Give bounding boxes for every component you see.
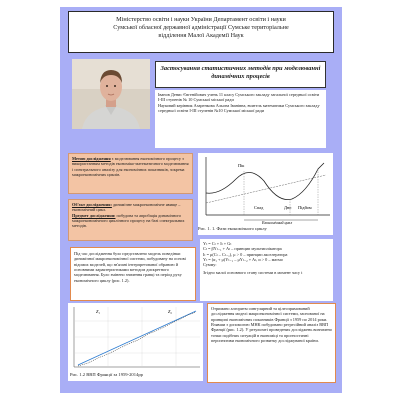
economic-cycle-diagram <box>198 153 333 225</box>
formula-line-5: Сумму: <box>203 262 217 268</box>
label-recession: Спад <box>254 205 264 210</box>
legend-z2: Z₂ <box>168 309 172 314</box>
object-block <box>68 199 193 241</box>
poster <box>60 7 342 393</box>
formula-line-2: Cₜ = βYₜ₋₁ + Aₜ – принцип мультиплікатора <box>203 246 282 252</box>
object-text: динамічне макроекономічне явище – економічний цикл. <box>72 202 181 213</box>
header-line-2: Сумської обласної державної адміністрації Сумське територіальне <box>113 23 289 31</box>
goal-text: є моделювання економічного процесу з використанням методів економіко-математичного моделювання і спектрального аналізу для економічних показників, зокрема макроекономічних циклів. <box>72 156 189 178</box>
figure-gdp-france <box>68 303 203 381</box>
fig1-caption: Рис. 1. 1. Фази економічного циклу <box>198 226 267 231</box>
header-line-1: Міністерство освіти і науки України Департамент освіти і науки <box>116 16 286 23</box>
cycle-axis-label: Економічний цикл <box>262 220 293 225</box>
formula-note: Згідно малої основного стану системи в момент часу t <box>203 269 303 275</box>
poster-header <box>68 11 334 53</box>
figure-economic-cycle <box>198 153 333 235</box>
goal-block <box>68 153 193 194</box>
formula-block <box>200 239 333 301</box>
subject-text: побудова та апробація динамічного макроекономічного циклічного процесу на базі спектральних методів. <box>72 212 185 229</box>
advisor-info: Науковий керівник Азаренкова Альона Іванівна, вчитель математики Сумського закладу середньої освіти І-ІІІ ступенів №10 Сумської міської ради <box>158 102 320 114</box>
method-block: Під час дослідження було представлено модель поведінки динамічної макроекономічної системи, побудовану на основі відомих моделей, що зв'язані інтерпретованої обраною й основними характеристиками методом дискретного моделювання. Було змінено значення гравці та період руху економічного циклу (рис. 1.2). <box>70 247 196 301</box>
header-line-3: відділення Малої Академії Наук <box>158 31 244 39</box>
formula-line-4: Yₜ = (α₁ + μ)Yₜ₋₁ – μYₜ₋₂ + Aₜ, α > 0 – маємо <box>203 257 283 263</box>
label-peak: Пік <box>238 163 245 168</box>
label-trough: Дно <box>284 205 292 210</box>
object-label: Об'єкт дослідження: <box>72 202 112 207</box>
gdp-chart <box>68 303 203 371</box>
author-photo <box>72 59 150 129</box>
fig2-caption: Рис. 1.2 ВВП Франції за 1959-2014рр <box>70 372 143 377</box>
conclusion-block: Отримано алгоритм сингулярний та цілеспрямований дослідження моделі макроекономічної системи, заснованої на принципі економічних показників Франції з 1959 по 2014 роки. Взявши з допомогою МНК побудовано регресійний аналіз ВВП Франції (рис. 1.2). У результаті проведених досліджень визначено точки подібних ситуацій в економіці та прогностичні перспективи економічного розвитку досліджуваної країни. <box>207 303 336 383</box>
subject-label: Предмет дослідження: <box>72 212 116 218</box>
authors-block <box>155 90 326 148</box>
formula-line-3: Iₜ = μ(Cₜ – Cₜ₋₁), μ > 0 – принцип акселератора <box>203 251 288 257</box>
student-info: Іванов Денис Євгенійович учень 11 класу Сумського закладу загальної середньої освіти І-ІІІ ступенів № 10 Сумської міської ради <box>158 92 320 103</box>
formula-line-1: Yₜ = Cₜ + Iₜ + Gₜ <box>203 241 232 246</box>
label-expansion: Підйом <box>298 205 312 210</box>
goal-label: Метою дослідження <box>72 156 111 161</box>
legend-z1: Z₁ <box>96 309 100 314</box>
poster-title: Застосування статистичних методів при моделюванні динамічних процесів <box>155 61 326 88</box>
